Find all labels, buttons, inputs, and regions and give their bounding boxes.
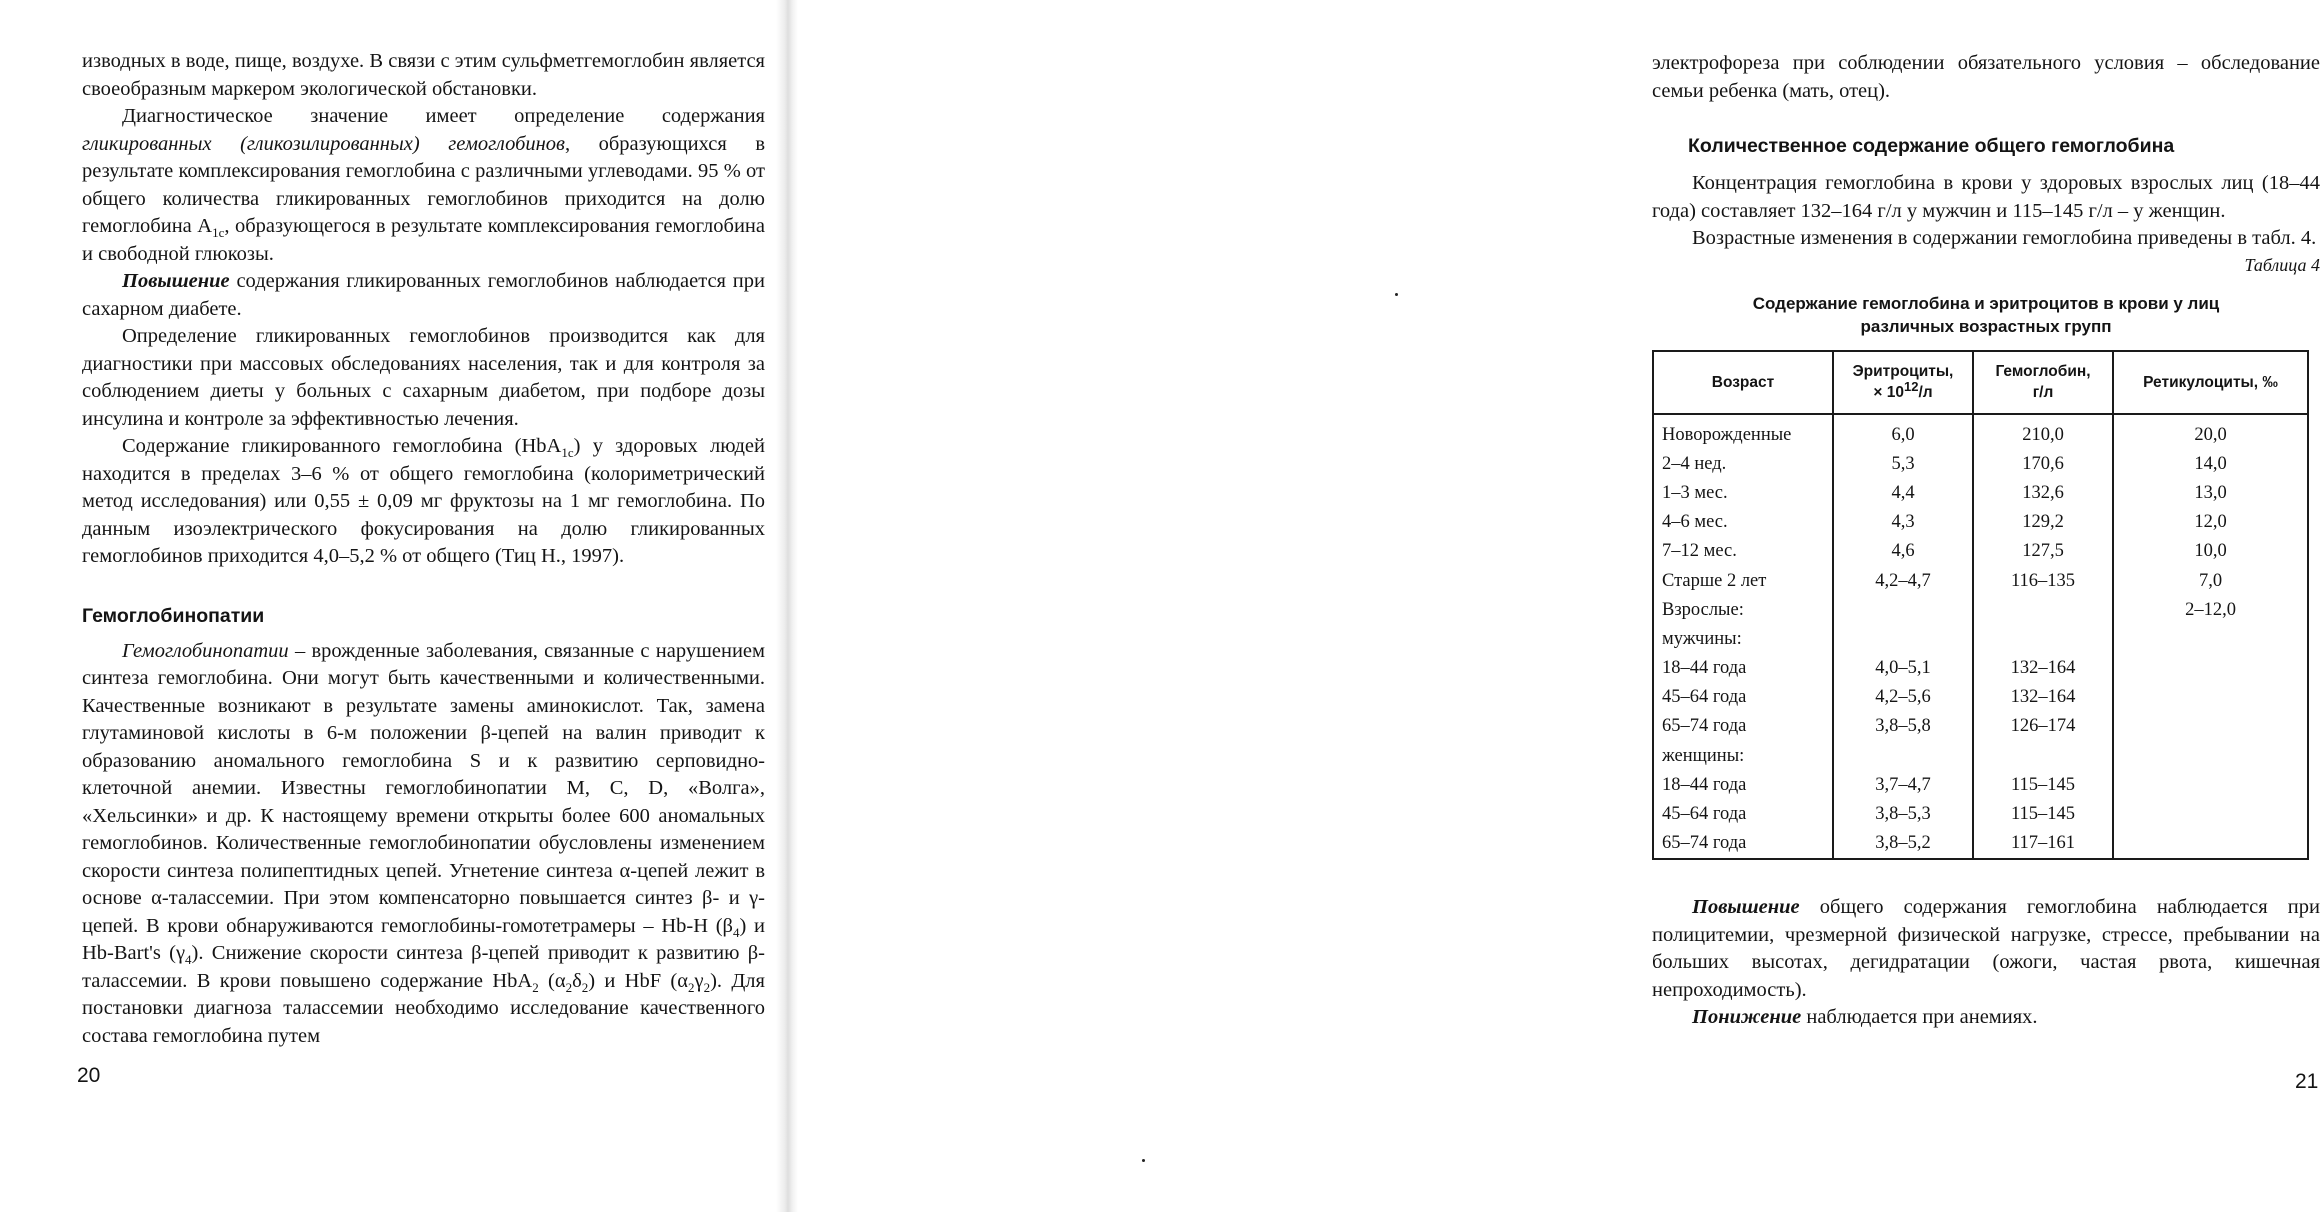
table-row	[1653, 414, 2308, 450]
cell-reticulocytes: 2–12,0	[2113, 596, 2308, 625]
table-label: Таблица 4	[2244, 254, 2320, 275]
subscript: 1c	[561, 445, 574, 461]
emphasis-term: Повышение	[1692, 896, 1800, 919]
table-header-row	[1653, 351, 2308, 414]
subscript: 4	[732, 924, 740, 940]
text-run: – врожденные заболевания, связанные с нарушением синтеза гемоглобина. Они могут быть качественными и количественными. Качественные возникают в результате замены аминокислот. Так, замена глутаминовой кислоты в 6-м положении β-цепей на валин приводит к образованию аномального гемоглобина S и к развитию серповидно-клеточной анемии. Известны гемоглобинопатии M, C, D, «Волга», «Хельсинки» и др. К настоящему времени открыты более 600 аномальных гемоглобинов. Количественные гемоглобинопатии обусловлены изменением скорости синтеза полипептидных цепей. Угнетение синтеза α-цепей лежит в основе α-талассемии. При этом компенсаторно повышается синтез β- и γ-цепей. В крови обнаруживаются гемоглобины-гомотетрамеры – Hb-H (β	[82, 639, 765, 937]
cell-hemoglobin	[1973, 742, 2113, 771]
superscript: 12	[1903, 378, 1919, 394]
cell-erythrocytes: 3,8–5,3	[1833, 800, 1973, 829]
print-speck	[1142, 1159, 1145, 1162]
right-page	[800, 0, 2320, 1212]
cell-reticulocytes: 7,0	[2113, 566, 2308, 595]
table-row	[1653, 537, 2308, 566]
cell-hemoglobin: 129,2	[1973, 508, 2113, 537]
paragraph: электрофореза при соблюдении обязательного условия – обследование семьи ребенка (мать, отец).	[1652, 52, 2320, 102]
cell-hemoglobin	[1973, 625, 2113, 654]
cell-age: 18–44 года	[1653, 771, 1833, 800]
paragraph	[1652, 894, 2320, 1004]
cell-erythrocytes: 6,0	[1833, 414, 1973, 450]
cell-hemoglobin: 116–135	[1973, 566, 2113, 595]
table-row	[1653, 625, 2308, 654]
header-age: Возраст	[1653, 351, 1833, 414]
header-reticulocytes: Ретикулоциты, ‰	[2113, 351, 2308, 414]
table-row	[1653, 479, 2308, 508]
cell-reticulocytes	[2113, 712, 2308, 741]
cell-age: 2–4 нед.	[1653, 450, 1833, 479]
table-row	[1653, 800, 2308, 829]
table-row	[1653, 829, 2308, 859]
cell-hemoglobin: 126–174	[1973, 712, 2113, 741]
header-text: Эритроциты,	[1852, 363, 1954, 380]
page-number-right: 21	[2295, 1070, 2319, 1093]
cell-erythrocytes: 4,2–5,6	[1833, 683, 1973, 712]
paragraph: Определение гликированных гемоглобинов производится как для диагностики при массовых обследованиях населения, так и для контроля за соблюдением диеты у больных с сахарным диабетом, при подборе дозы инсулина и контроле за эффективностью лечения.	[82, 325, 765, 430]
cell-hemoglobin: 132,6	[1973, 479, 2113, 508]
table-row	[1653, 654, 2308, 683]
paragraph: Концентрация гемоглобина в крови у здоровых взрослых лиц (18–44 года) составляет 132–164 г/л у мужчин и 115–145 г/л – у женщин.	[1652, 172, 2320, 222]
right-text-column	[1652, 50, 2320, 1032]
text-run: ). Снижение скорости синтеза β-цепей приводит к развитию β-талассемии. В крови повышено содержание HbA	[82, 942, 766, 992]
header-text: Гемоглобин,	[1995, 363, 2091, 380]
cell-reticulocytes: 10,0	[2113, 537, 2308, 566]
cell-erythrocytes	[1833, 742, 1973, 771]
print-speck	[1395, 293, 1398, 296]
subscript: 4	[185, 952, 192, 968]
cell-erythrocytes: 3,8–5,2	[1833, 829, 1973, 859]
cell-age: 65–74 года	[1653, 712, 1833, 741]
cell-erythrocytes: 4,2–4,7	[1833, 566, 1973, 595]
cell-age: Старше 2 лет	[1653, 566, 1833, 595]
text-run: ) у здоровых людей находится в пределах 3–6 % от общего гемоглобина (колориметрический метод исследования) или 0,55 ± 0,09 мг фруктозы на 1 мг гемоглобина. По данным изоэлектрического фокусирования на долю гликированных гемоглобинов приходится 4,0–5,2 % от общего (Тиц Н., 1997).	[82, 435, 765, 567]
text-run: γ	[694, 969, 704, 992]
section-heading-total-hemoglobin: Количественное содержание общего гемоглобина	[1688, 135, 2175, 157]
header-text: /л	[1918, 384, 1933, 401]
text-run: Диагностическое значение имеет определение содержания	[122, 105, 765, 127]
header-erythrocytes	[1833, 351, 1973, 414]
cell-erythrocytes	[1833, 596, 1973, 625]
cell-age: Взрослые:	[1653, 596, 1833, 625]
subscript: 1c	[212, 225, 225, 241]
header-text: × 10	[1873, 384, 1904, 401]
cell-reticulocytes	[2113, 654, 2308, 683]
cell-reticulocytes	[2113, 683, 2308, 712]
cell-reticulocytes: 13,0	[2113, 479, 2308, 508]
cell-hemoglobin: 115–145	[1973, 771, 2113, 800]
cell-erythrocytes: 4,6	[1833, 537, 1973, 566]
header-hemoglobin	[1973, 351, 2113, 414]
cell-hemoglobin: 132–164	[1973, 654, 2113, 683]
cell-hemoglobin: 170,6	[1973, 450, 2113, 479]
paragraph	[82, 268, 765, 323]
italic-term: Гемоглобинопатии	[122, 639, 289, 662]
cell-reticulocytes	[2113, 800, 2308, 829]
text-run: ). Для постановки диагноза талассемии необходимо исследование качественного состава гемоглобина путем	[82, 969, 765, 1047]
cell-reticulocytes	[2113, 742, 2308, 771]
subscript: 2	[532, 979, 539, 995]
book-gutter	[776, 0, 798, 1212]
page-number-left: 20	[77, 1064, 101, 1087]
text-run: Содержание гликированного гемоглобина (HbA	[122, 435, 562, 457]
emphasis-term: Повышение	[122, 270, 230, 292]
table-caption-line: различных возрастных групп	[1860, 316, 2112, 336]
table-row	[1653, 508, 2308, 537]
cell-reticulocytes: 14,0	[2113, 450, 2308, 479]
cell-age: 18–44 года	[1653, 654, 1833, 683]
cell-hemoglobin: 115–145	[1973, 800, 2113, 829]
cell-hemoglobin: 117–161	[1973, 829, 2113, 859]
table-row	[1653, 742, 2308, 771]
cell-age: 65–74 года	[1653, 829, 1833, 859]
text-run: , образующегося в результате комплексирования гемоглобина и свободной глюкозы.	[82, 215, 765, 265]
cell-age: мужчины:	[1653, 625, 1833, 654]
paragraph	[82, 103, 765, 268]
cell-reticulocytes	[2113, 625, 2308, 654]
table-row	[1653, 771, 2308, 800]
subscript: 2	[565, 979, 573, 995]
text-run: δ	[572, 969, 582, 992]
table-row	[1653, 566, 2308, 595]
text-run: ) и Hb-Bart's (γ	[82, 914, 765, 964]
italic-term: гликированных (гликозилированных) гемоглобинов	[82, 132, 565, 155]
cell-reticulocytes: 20,0	[2113, 414, 2308, 450]
table-caption-line: Содержание гемоглобина и эритроцитов в крови у лиц	[1752, 293, 2220, 313]
cell-erythrocytes	[1833, 625, 1973, 654]
text-run: наблюдается при анемиях.	[1801, 1006, 2038, 1029]
table-row	[1653, 683, 2308, 712]
cell-erythrocytes: 4,3	[1833, 508, 1973, 537]
paragraph: изводных в воде, пище, воздухе. В связи с этим сульфметгемоглобин является своеобразным маркером экологической обстановки.	[82, 50, 765, 100]
cell-erythrocytes: 5,3	[1833, 450, 1973, 479]
paragraph	[82, 433, 765, 571]
header-text: г/л	[2032, 384, 2054, 401]
cell-age: 7–12 мес.	[1653, 537, 1833, 566]
cell-erythrocytes: 3,8–5,8	[1833, 712, 1973, 741]
cell-reticulocytes	[2113, 829, 2308, 859]
cell-age: 1–3 мес.	[1653, 479, 1833, 508]
cell-hemoglobin	[1973, 596, 2113, 625]
subscript: 2	[688, 979, 695, 995]
table-row	[1653, 712, 2308, 741]
section-heading-hemoglobinopathies: Гемоглобинопатии	[82, 604, 265, 627]
cell-erythrocytes: 3,7–4,7	[1833, 771, 1973, 800]
cell-age: 45–64 года	[1653, 683, 1833, 712]
text-run: ) и HbF (α	[588, 969, 688, 992]
hemoglobin-table	[1652, 350, 2309, 861]
cell-age: Новорожденные	[1653, 414, 1833, 450]
cell-age: 45–64 года	[1653, 800, 1833, 829]
cell-reticulocytes: 12,0	[2113, 508, 2308, 537]
table-row	[1653, 596, 2308, 625]
subscript: 2	[703, 979, 711, 995]
text-run: содержания гликированных гемоглобинов наблюдается при сахарном диабете.	[82, 270, 765, 320]
text-run: , образующихся в результате комплексирования гемоглобина с различными углеводами. 95 % от общего количества гликированных гемоглобинов приходится на долю гемоглобина A	[82, 132, 766, 237]
paragraph	[82, 638, 765, 1051]
left-page	[0, 0, 800, 1212]
cell-erythrocytes: 4,0–5,1	[1833, 654, 1973, 683]
table-row	[1653, 450, 2308, 479]
subscript: 2	[581, 979, 589, 995]
text-run: общего содержания гемоглобина наблюдается при полицитемии, чрезмерной физической нагрузке, стрессе, пребывании на больших высотах, дегидратации (ожоги, частая рвота, кишечная непроходимость).	[1652, 896, 2320, 1001]
table-body	[1653, 414, 2308, 860]
cell-age: 4–6 мес.	[1653, 508, 1833, 537]
left-text-column	[82, 48, 765, 1050]
table-caption	[1652, 292, 2320, 338]
cell-hemoglobin: 132–164	[1973, 683, 2113, 712]
cell-hemoglobin: 210,0	[1973, 414, 2113, 450]
cell-hemoglobin: 127,5	[1973, 537, 2113, 566]
paragraph: Возрастные изменения в содержании гемоглобина приведены в табл. 4.	[1692, 227, 2317, 249]
emphasis-term: Понижение	[1692, 1006, 1802, 1029]
paragraph	[1652, 1004, 2320, 1032]
cell-erythrocytes: 4,4	[1833, 479, 1973, 508]
cell-reticulocytes	[2113, 771, 2308, 800]
text-run: (α	[538, 969, 566, 992]
cell-age: женщины:	[1653, 742, 1833, 771]
